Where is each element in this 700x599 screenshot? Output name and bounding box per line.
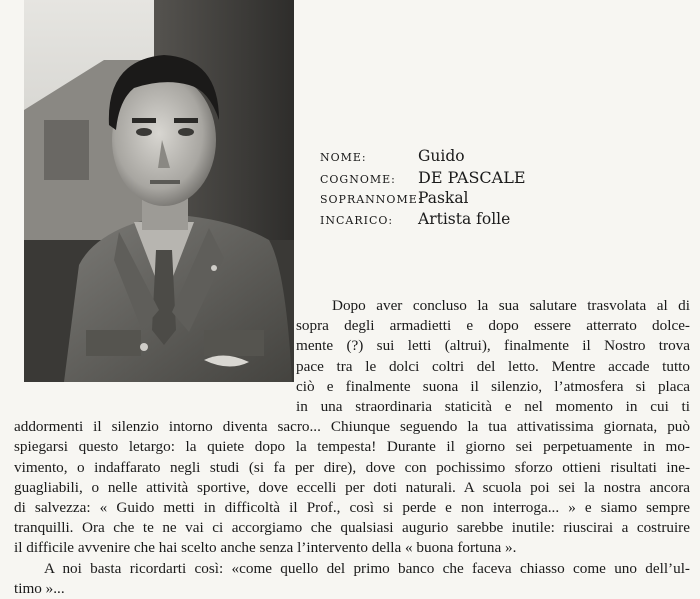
text-line: tranquilli. Ora che te ne vai ci accorgiamo che qualsiasi augurio sarebbe inutile: riuscirai a costruire [14, 519, 690, 537]
profile-row-soprannome [320, 189, 526, 210]
text-line: A noi basta ricordarti così: «come quello del primo banco che faceva chiasso come uno dell’ul- [44, 559, 690, 577]
profile-row-cognome [320, 168, 526, 189]
field-value: Paskal [418, 189, 469, 207]
text-line: addormenti il silenzio intorno diventa sacro... Chiunque seguendo la tua attivatissima giornata, può [14, 418, 690, 436]
text-line: sopra degli armadietti e dopo essere atterrato dolce- [296, 317, 690, 335]
text-line: pace tra le dolci coltri del letto. Mentre accade tutto [296, 357, 690, 375]
text-line: il difficile avvenire che hai scelto anche senza l’intervento della « buona fortuna ». [14, 539, 517, 557]
profile-row-nome [320, 147, 526, 168]
profile-card [320, 147, 526, 231]
biography-text [14, 296, 690, 599]
text-line: di salvezza: « Guido metti in difficoltà il Prof., così si perde e non interroga... » e siamo sempre [14, 499, 690, 517]
field-label: SOPRANNOME: [320, 193, 423, 206]
field-value: DE PASCALE [418, 168, 526, 187]
text-line: guagliabili, o nelle attività sportive, dove eccelli per doti naturali. A scuola poi sei la nostra ancora [14, 478, 690, 496]
text-line: vimento, o indaffarato negli studi (si fa per dire), dove con pochissimo sforzo ottieni risultati ine- [14, 458, 690, 476]
field-label: INCARICO: [320, 214, 394, 227]
text-line: ciò e finalmente suona il silenzio, l’atmosfera si placa [296, 377, 690, 395]
profile-row-incarico [320, 210, 526, 231]
field-value: Artista folle [418, 210, 511, 228]
field-label: NOME: [320, 151, 367, 164]
text-line: in una straordinaria staticità e nel momento in cui ti [296, 398, 690, 416]
field-value: Guido [418, 147, 465, 165]
text-line: spiegarsi questo letargo: la quiete dopo la tempesta! Durante il giorno sei perpetuamente in mo- [14, 438, 690, 456]
text-line: timo »... [14, 579, 65, 597]
field-label: COGNOME: [320, 173, 396, 186]
text-line: mente (?) sui letti (altrui), finalmente il Nostro trova [296, 337, 690, 355]
text-line: Dopo aver concluso la sua salutare trasvolata al di [332, 297, 690, 314]
